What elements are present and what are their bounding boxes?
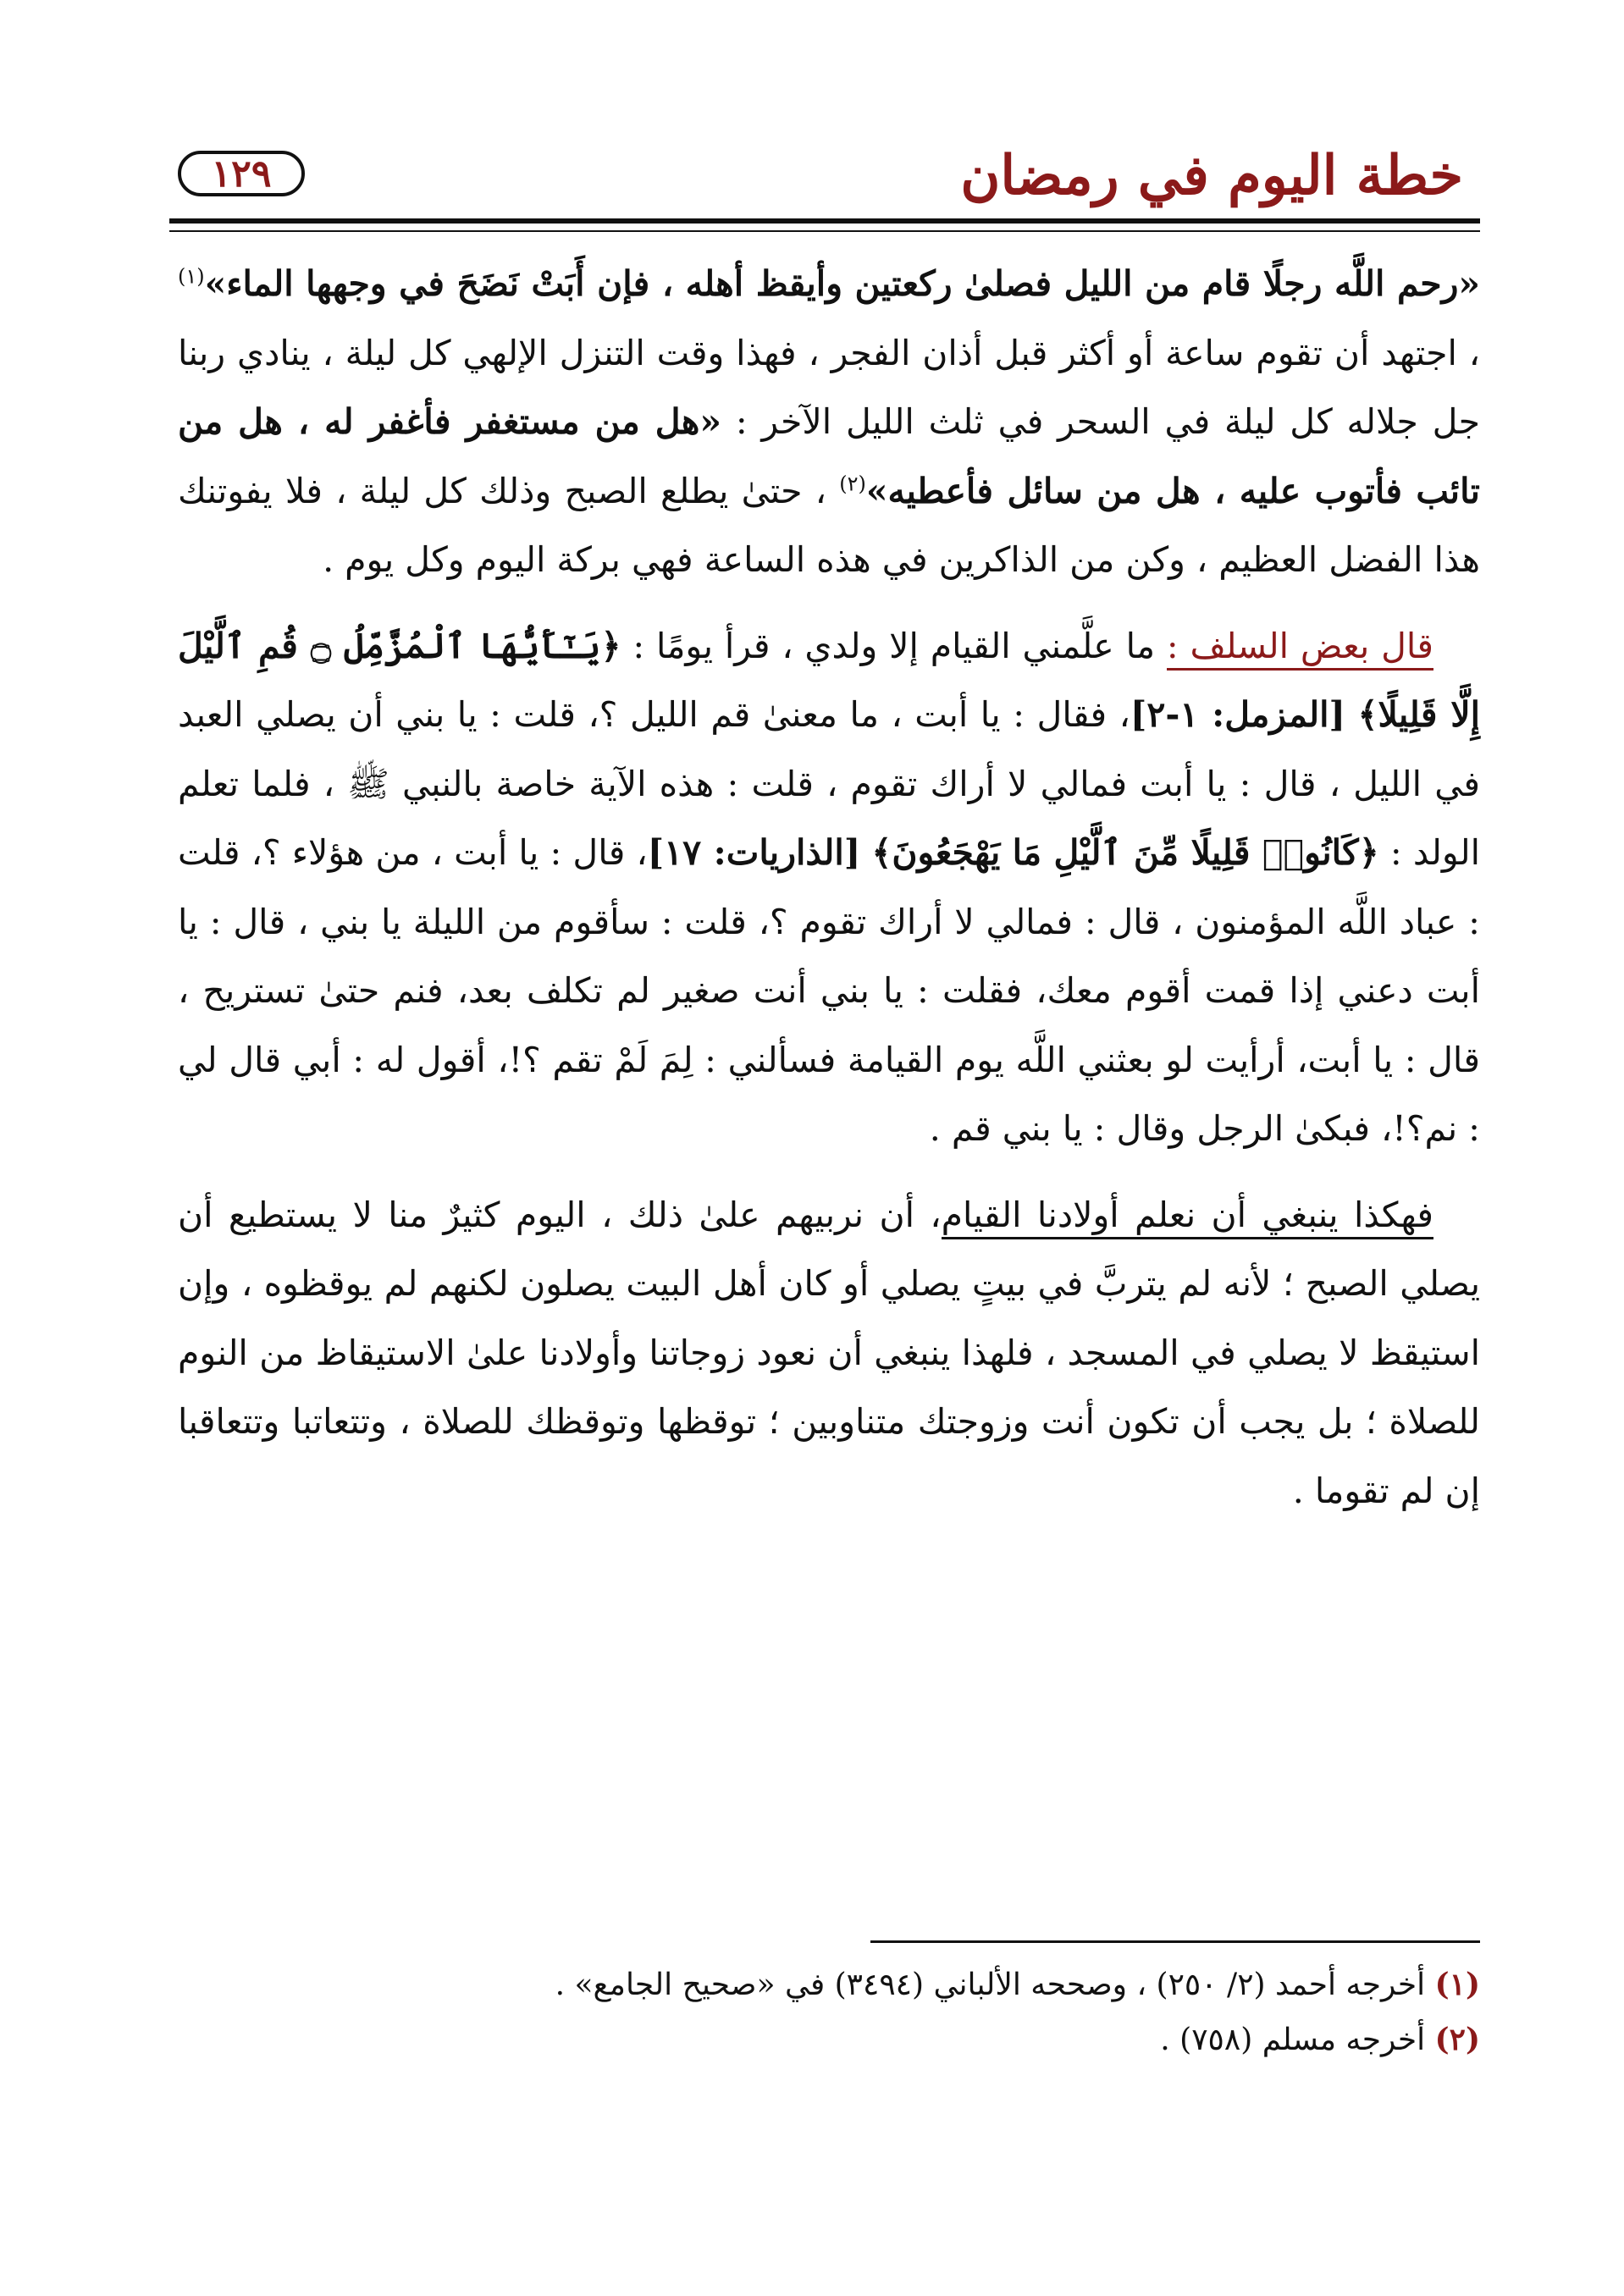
header-rule-thin — [169, 230, 1480, 232]
paragraph-2-text-1: ما علَّمني القيام إلا ولدي ، قرأ يومًا : — [632, 625, 1156, 666]
hadith-quote-2: «هل من مستغفر فأغفر له ، هل من تائب فأتوب عليه ، هل من سائل فأعطيه» — [178, 401, 1480, 511]
running-title: خطة اليوم في رمضان — [960, 144, 1463, 207]
footnote-2 — [178, 2012, 1480, 2067]
paragraph-2 — [178, 612, 1480, 1164]
hadith-quote-1: «رحم اللَّه رجلًا قام من الليل فصلىٰ ركعتين وأيقظ أهله ، فإن أَبَتْ نَضَحَ في وجهها الماء» — [204, 263, 1480, 304]
footnote-text: أخرجه مسلم (٧٥٨) . — [1160, 2023, 1426, 2057]
verse-reference-1: [المزمل: ١-٢] — [1130, 694, 1345, 735]
section-label: قال بعض السلف : — [1167, 626, 1433, 671]
page-header — [169, 127, 1480, 224]
footnotes — [178, 1957, 1480, 2067]
verse-reference-2: [الذاريات: ١٧] — [647, 832, 861, 873]
paragraph-1-text-1: ، اجتهد أن تقوم ساعة أو أكثر قبل أذان الفجر ، فهذا وقت التنزل الإلهي كل ليلة ، ينادي ربنا جل جلاله كل ليلة في السحر في ثلث الليل الآخر : — [178, 332, 1480, 442]
paragraph-3 — [178, 1181, 1480, 1526]
footnote-ref-2[interactable]: (٢) — [839, 471, 866, 495]
footnote-text: أخرجه أحمد (٢/ ٢٥٠) ، وصححه الألباني (٣٤٩٤) في «صحيح الجامع» . — [555, 1968, 1426, 2002]
paragraph-gap — [178, 1164, 1480, 1181]
footnote-number: (١) — [1434, 1967, 1480, 2002]
header-rule-thick — [169, 218, 1480, 224]
paragraph-2-text-3: ، قال : يا أبت ، من هؤلاء ؟، قلت : عباد اللَّه المؤمنون ، قال : فمالي لا أراك تقوم ؟، قلت : سأقوم من الليلة يا بني ، قال : يا أبت دعني إذا قمت أقوم معك، فقلت : يا بني أنت صغير لم تكلف بعد، فنم حتىٰ تستريح ، قال : يا أبت، أرأيت لو بعثني اللَّه يوم القيامة فسألني : لِمَ لَمْ تقم ؟!، أقول له : أبي قال لي : نم؟!، فبكىٰ الرجل وقال : يا بني قم . — [178, 832, 1480, 1149]
paragraph-gap — [178, 595, 1480, 612]
main-text — [178, 250, 1480, 1526]
paragraph-2-text-2: ، فقال : يا أبت ، ما معنىٰ قم الليل ؟، قلت : يا بني أن يصلي العبد في الليل ، قال : يا أبت فمالي لا أراك تقوم ، قلت : هذه الآية خاصة بالنبي ﷺ ، فلما تعلم الولد : — [178, 694, 1480, 873]
paragraph-1-text-2: ، حتىٰ يطلع الصبح وذلك كل ليلة ، فلا يفوتنك هذا الفضل العظيم ، وكن من الذاكرين في هذه الساعة فهي بركة اليوم وكل يوم . — [178, 470, 1480, 580]
paragraph-3-text: ، أن نربيهم علىٰ ذلك ، اليوم كثيرٌ منا لا يستطيع أن يصلي الصبح ؛ لأنه لم يتربَّ في بيتٍ يصلي أو كان أهل البيت يصلون لكنهم لم يوقظوه ، وإن استيقظ لا يصلي في المسجد ، فلهذا ينبغي أن نعود زوجاتنا وأولادنا علىٰ الاستيقاظ من النوم للصلاة ؛ بل يجب أن تكون أنت وزوجتك متناوبين ؛ توقظها وتوقظك للصلاة ، وتتعاتبا وتتعاقبا إن لم تقوما . — [178, 1194, 1480, 1511]
quran-verse-1: ﴿يَـٰٓأَيُّهَا ٱلْمُزَّمِّلُ ۝ قُمِ ٱلَّيْلَ إِلَّا قَلِيلًا﴾ — [178, 625, 1480, 735]
quran-verse-2: ﴿كَانُوا۟ قَلِيلًا مِّنَ ٱلَّيْلِ مَا يَهْجَعُونَ﴾ — [871, 832, 1379, 873]
underlined-phrase: فهكذا ينبغي أن نعلم أولادنا القيام — [942, 1195, 1433, 1239]
footnote-1 — [178, 1957, 1480, 2012]
footnote-number: (٢) — [1434, 2022, 1480, 2057]
footnote-separator — [870, 1940, 1480, 1943]
paragraph-1 — [178, 250, 1480, 595]
page-number-badge: ١٢٩ — [178, 151, 305, 196]
footnote-ref-1[interactable]: (١) — [178, 264, 205, 289]
